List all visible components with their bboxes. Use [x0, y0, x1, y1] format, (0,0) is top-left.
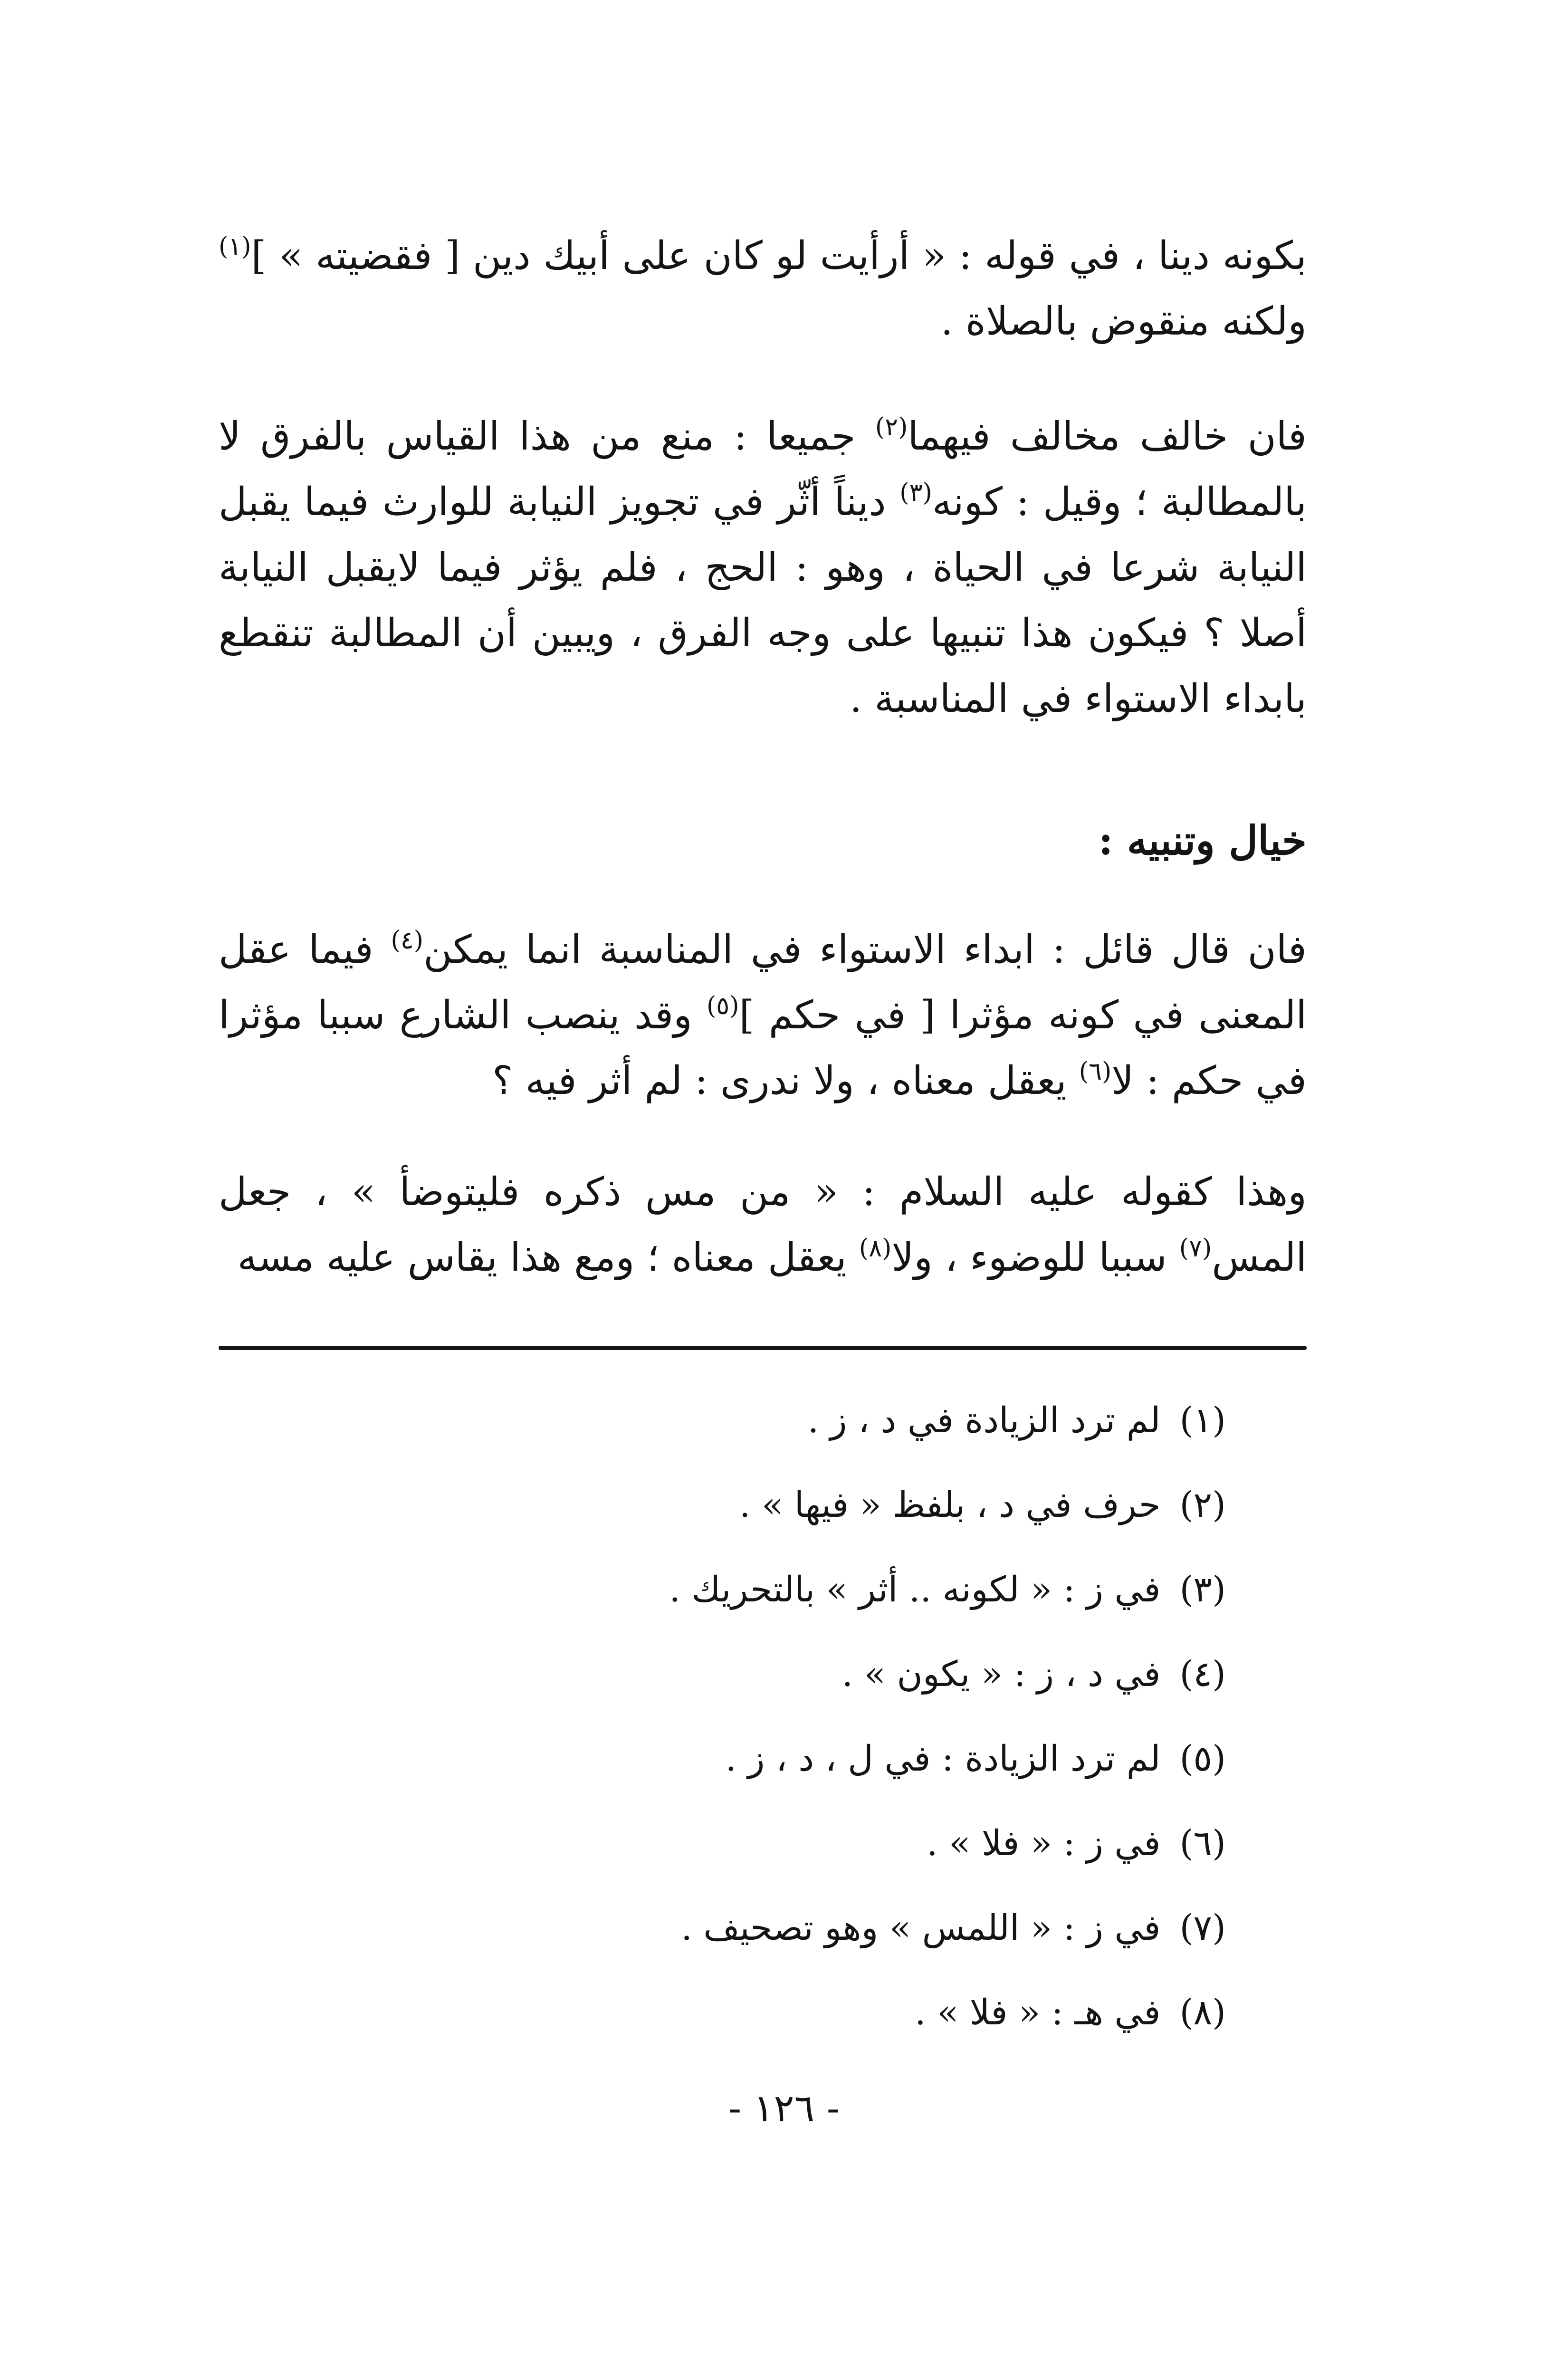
footnote-number: (٦) [1179, 1823, 1226, 1864]
footnote-number: (٢) [1179, 1485, 1226, 1525]
paragraph-text-run: وقد ينصب الشارع سببا مؤثرا في حكم : لا [219, 993, 1307, 1103]
section-heading: خيال وتنبيه : [1098, 817, 1307, 864]
paragraph-text-run: بكونه دينا ، في قوله : « أرأيت لو كان على أبيك دين [ فقضيته » ] [251, 233, 1307, 278]
paragraph-3-text [219, 917, 1307, 1114]
footnotes-list [428, 1378, 1226, 2055]
footnote-text: في هـ : « فلا » . [915, 1992, 1161, 2033]
footnote-marker: (٧) [1179, 1234, 1212, 1263]
footnote-marker: (٨) [859, 1234, 892, 1263]
paragraph-text-run: فان خالف مخالف فيهما [908, 414, 1307, 459]
paragraph-text-run: فيما عقل المعنى في كونه مؤثرا [ في حكم ] [219, 927, 1307, 1038]
footnote-text: في ز : « فلا » . [927, 1823, 1161, 1864]
paragraph-text-run: سببا للوضوء ، ولا [891, 1235, 1179, 1280]
footnote-6 [428, 1801, 1226, 1886]
footnote-text: في د ، ز : « يكون » . [841, 1654, 1161, 1695]
footnote-text: لم ترد الزيادة : في ل ، د ، ز . [725, 1738, 1161, 1779]
paragraph-4-text [219, 1159, 1307, 1291]
footnote-2 [428, 1463, 1226, 1547]
footnote-separator [219, 1346, 1307, 1350]
paragraph-text-run: فان قال قائل : ابداء الاستواء في المناسبة انما يمكن [423, 927, 1307, 972]
footnote-7 [428, 1886, 1226, 1970]
footnote-number: (٥) [1179, 1738, 1226, 1779]
footnote-1 [428, 1378, 1226, 1463]
paragraph-text-run: وهذا كقوله عليه السلام : « من مس ذكره فليتوضأ » ، جعل المس [219, 1169, 1307, 1280]
footnote-number: (٧) [1179, 1907, 1226, 1948]
paragraph-2-text [219, 404, 1307, 732]
footnote-marker: (٦) [1079, 1057, 1112, 1086]
footnote-number: (٣) [1179, 1569, 1226, 1610]
paragraph-4 [219, 1159, 1307, 1291]
paragraph-text-run: جميعا : منع من هذا القياس بالفرق لا بالمطالبة ؛ وقيل : كونه [219, 414, 1307, 525]
paragraph-text-run: يعقل معناه ، ولا ندرى : لم أثر فيه ؟ [492, 1058, 1079, 1103]
footnote-number: (٨) [1179, 1992, 1226, 2033]
footnote-marker: (٣) [899, 479, 932, 507]
page-number: - ١٢٦ - [728, 2086, 840, 2130]
footnote-4 [428, 1632, 1226, 1716]
footnote-marker: (٥) [707, 992, 739, 1020]
footnote-8 [428, 1970, 1226, 2055]
footnote-text: حرف في د ، بلفظ « فيها » . [739, 1485, 1161, 1525]
footnote-text: لم ترد الزيادة في د ، ز . [807, 1400, 1161, 1441]
footnote-number: (١) [1179, 1400, 1226, 1441]
paragraph-text-run: ولكنه منقوض بالصلاة . [940, 299, 1307, 344]
footnote-text: في ز : « اللمس » وهو تصحيف . [681, 1907, 1161, 1948]
footnote-marker: (٤) [391, 926, 424, 955]
footnote-marker: (١) [219, 232, 251, 261]
paragraph-text-run: يعقل معناه ؛ ومع هذا يقاس عليه مسه [237, 1235, 859, 1280]
footnote-3 [428, 1547, 1226, 1632]
footnote-5 [428, 1716, 1226, 1801]
footnote-text: في ز : « لكونه .. أثر » بالتحريك . [669, 1569, 1161, 1610]
paragraph-1-text [219, 223, 1307, 354]
paragraph-3 [219, 917, 1307, 1114]
footnote-number: (٤) [1179, 1654, 1226, 1695]
paragraph-text-run: ديناً أثّر في تجويز النيابة للوارث فيما يقبل النيابة شرعا في الحياة ، وهو : الحج ، فلم يؤثر فيما لايقبل النيابة أصلا ؟ فيكون هذا تنبيها على وجه الفرق ، ويبين أن المطالبة تنقطع بابداء الاستواء في المناسبة . [219, 479, 1307, 721]
footnote-marker: (٢) [875, 413, 908, 441]
paragraph-2 [219, 404, 1307, 732]
paragraph-1 [219, 223, 1307, 354]
